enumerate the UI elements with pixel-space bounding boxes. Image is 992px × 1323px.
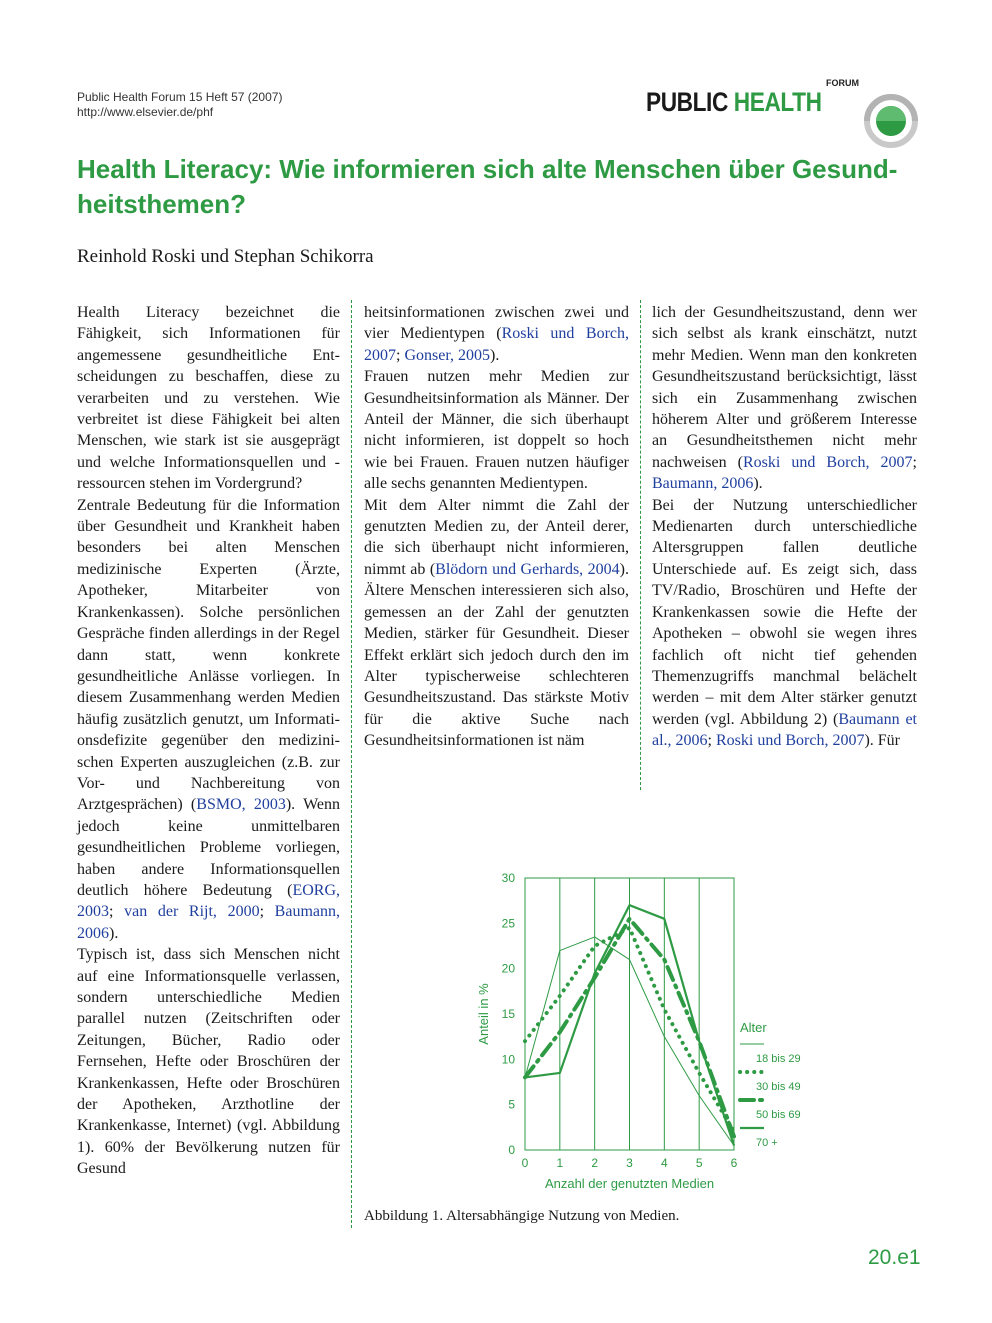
y-tick-label: 0: [508, 1143, 515, 1157]
column-divider: [351, 300, 352, 1228]
y-axis-label: Anteil in %: [476, 983, 491, 1045]
citation-link[interactable]: Baumann, 2006: [77, 903, 340, 942]
legend-label: 70 +: [756, 1137, 778, 1149]
x-tick-label: 0: [521, 1156, 529, 1170]
x-tick-label: 6: [730, 1156, 738, 1170]
x-tick-label: 1: [556, 1156, 564, 1170]
logo-wordmark: [646, 87, 822, 118]
paragraph: Frauen nutzen mehr Medien zur Gesundheitsinformation als Männer. Der Anteil der Männer, die sich überhaupt nicht informieren, ist doppelt so hoch wie bei Frauen. Frauen nutzen häufiger alle sechs genannten Medientypen.: [364, 368, 629, 493]
paragraph: Health Literacy bezeichnet die Fähigkeit, sich Informationen für angemessene gesundheitliche Entscheidungen zu beschaffen, diese zu verarbeiten und zu verstehen. Wie verbreitet ist diese Fähigkeit bei alten Menschen, wie stark ist sie ausgeprägt und welche Informationsquellen und -ressourcen stehen im Vordergrund?: [77, 304, 340, 493]
paragraph: Mit dem Alter nimmt die Zahl der genutzten Medien zu, der Anteil derer, die sich überhaupt nicht informieren, nimmt ab (Blödorn und Gerhards, 2004). Ältere Menschen interessieren sich also, gemessen an der Zahl der genutzten Medien, stärker für Gesundheit. Dieser Effekt erklärt sich jedoch durch den im Alter typischerweise schlechteren Gesundheitszustand. Das stärkste Motiv für die aktive Suche nach Gesundheitsinformationen ist näm: [364, 496, 629, 750]
y-tick-label: 20: [501, 961, 515, 976]
paragraph: lich der Gesundheitszustand, denn wer sich selbst als krank einschätzt, nutzt mehr Medien. Wenn man den konkreten Gesundheitszustand berücksichtigt, lässt sich ein Zusammenhang zwischen höherem Alter und größerem Interesse an Gesundheitsthemen nicht mehr nachweisen (Roski und Borch, 2007; Baumann, 2006).: [652, 304, 917, 493]
journal-url[interactable]: http://www.elsevier.de/phf: [77, 105, 214, 119]
text-column-3: [652, 302, 917, 752]
y-tick-label: 15: [501, 1007, 515, 1021]
x-axis-label: Anzahl der genutzten Medien: [544, 1176, 715, 1191]
logo-globe-icon: [864, 94, 918, 148]
citation-link[interactable]: Roski und Borch, 2007: [716, 732, 865, 750]
citation-link[interactable]: Roski und Borch, 2007: [743, 453, 913, 471]
paragraph: heitsinformationen zwischen zwei und vier Medientypen (Roski und Borch, 2007; Gonser, 2005).: [364, 304, 629, 364]
y-tick-label: 30: [501, 871, 515, 885]
article-authors: Reinhold Roski und Stephan Schikorra: [77, 246, 374, 267]
citation-link[interactable]: EORG, 2003: [77, 881, 340, 921]
citation-link[interactable]: van der Rijt, 2000: [124, 903, 260, 921]
legend-label: 50 bis 69: [756, 1109, 801, 1121]
page-number: 20.e1: [868, 1246, 921, 1269]
public-health-forum-logo: [640, 76, 920, 144]
y-tick-label: 25: [501, 916, 515, 931]
x-tick-label: 3: [626, 1156, 633, 1170]
legend-title: Alter: [740, 1020, 767, 1035]
logo-public-label: PUBLIC: [646, 87, 734, 117]
logo-health-label: HEALTH: [733, 87, 822, 117]
citation-link[interactable]: Blödorn und Gerhards, 2004: [435, 560, 620, 578]
x-tick-label: 2: [591, 1156, 599, 1170]
text-column-2: [364, 302, 629, 752]
logo-forum-label: FORUM: [826, 78, 859, 88]
x-tick-label: 4: [660, 1156, 668, 1170]
figure-caption: Abbildung 1. Altersabhängige Nutzung von Medien.: [364, 1208, 680, 1224]
text-column-1: [77, 302, 340, 1180]
y-tick-label: 10: [501, 1052, 515, 1067]
paragraph: Bei der Nutzung unterschiedlicher Medienarten durch unterschiedliche Altersgruppen fallen deutliche Unterschiede auf. Es zeigt sich, dass TV/Radio, Broschüren und Hefte der Krankenkassen sowie die Hefte der Apotheken – obwohl sie wegen ihres fachlich oft nicht tief gehenden Themenzugriffs manchmal belächelt werden – mit dem Alter stärker genutzt werden (vgl. Abbildung 2) (Baumann et al., 2006; Roski und Borch, 2007). Für: [652, 496, 918, 750]
y-tick-label: 5: [508, 1097, 515, 1112]
column-divider: [640, 300, 641, 790]
citation-link[interactable]: Roski und Borch, 2007: [364, 325, 629, 364]
citation-link[interactable]: Baumann et al., 2006: [652, 710, 918, 750]
legend-label: 18 bis 29: [756, 1053, 801, 1065]
citation-link[interactable]: Baumann, 2006: [652, 475, 754, 493]
paragraph: Typisch ist, dass sich Menschen nicht auf eine Informationsquelle verlassen, sondern unterschiedliche Medien parallel nutzen (Zeitschriften oder Zeitungen, Bücher, Radio oder Fernsehen, Hefte oder Broschüren der Krankenkassen, Hefte oder Broschüren der Apotheken, Arzthotline der Krankenkasse, Internet) (vgl. Abbildung 1). 60% der Bevölkerung nutzen für Gesund: [77, 946, 340, 1178]
article-title: Health Literacy: Wie informieren sich alte Menschen über Gesundheitsthemen?: [77, 154, 898, 219]
citation-link[interactable]: Gonser, 2005: [404, 346, 491, 364]
x-tick-label: 5: [695, 1156, 703, 1170]
media-usage-line-chart: [470, 868, 830, 1198]
paragraph: Zentrale Bedeutung für die Information über Gesundheit und Krankheit haben besonders bei alten Menschen medizinische Experten (Ärzte, Apotheker, Mitarbeiter von Krankenkassen). Solche persönlichen Gespräche finden allerdings in der Regel dann statt, wenn konkrete gesundheitliche Anlässe vorliegen. In diesem Zusammenhang werden Medien häufig zusätzlich genutzt, um Informationsdefizite gegenüber den medizinischen Experten auszugleichen (z.B. zur Vor- und Nachbereitung von Arztgesprächen) (BSMO, 2003). Wenn jedoch keine unmittelbaren gesundheitlichen Probleme vorliegen, haben andere Informationsquellen deutlich höhere Bedeutung (EORG, 2003; van der Rijt, 2000; Baumann, 2006).: [77, 496, 340, 942]
citation-link[interactable]: BSMO, 2003: [196, 796, 286, 814]
legend-label: 30 bis 49: [756, 1081, 801, 1093]
journal-citation: Public Health Forum 15 Heft 57 (2007): [77, 90, 283, 104]
journal-info: [77, 90, 282, 120]
